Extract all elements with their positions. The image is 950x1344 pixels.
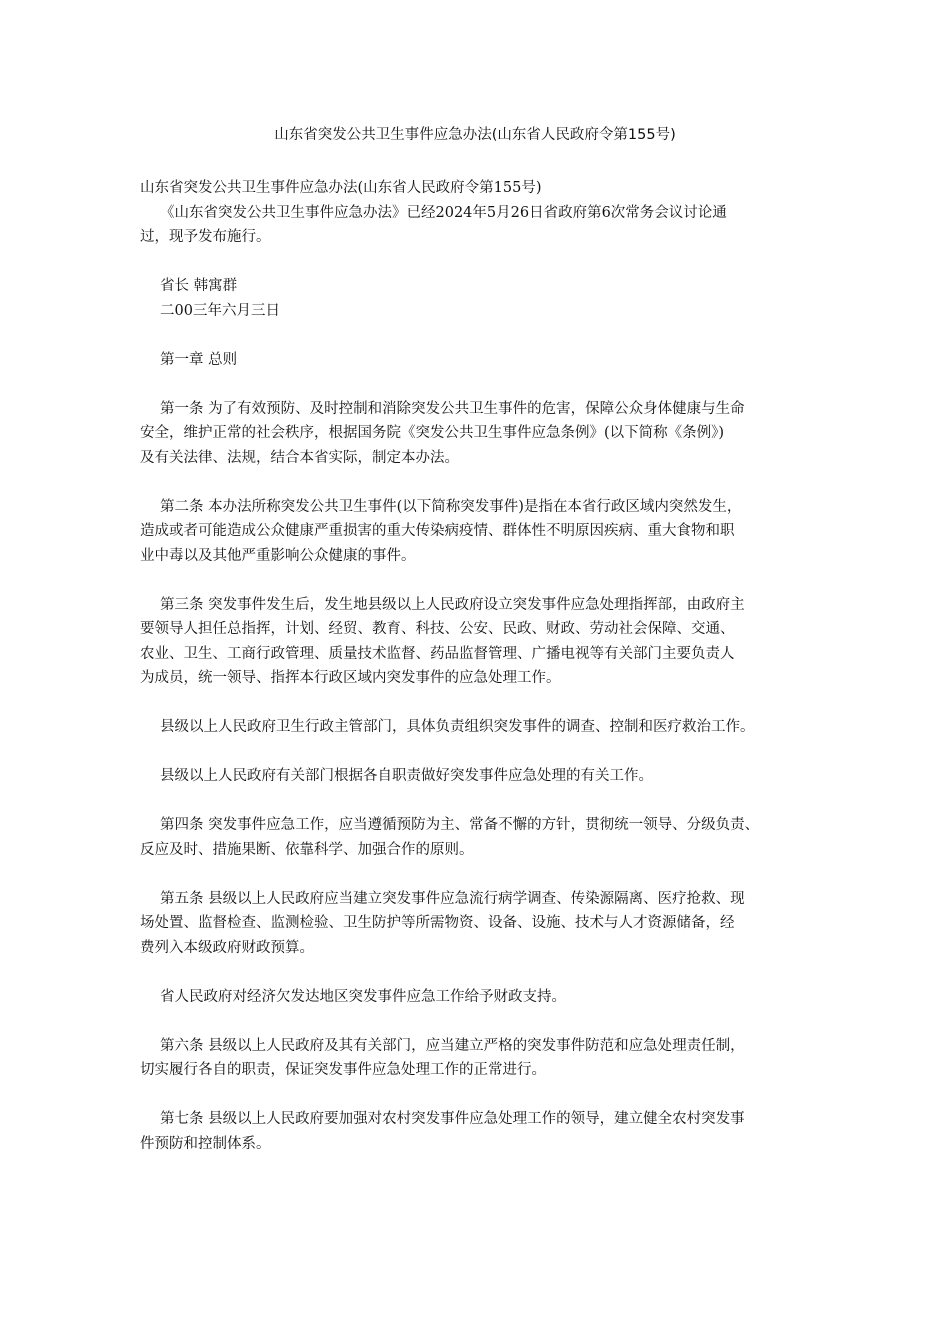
issue-date: 二00三年六月三日 [160, 302, 280, 319]
blank-line [140, 740, 820, 765]
signatory: 省长 韩寓群 [160, 278, 238, 294]
paragraph-line: 第五条 县级以上人民政府应当建立突发事件应急流行病学调查、传染源隔离、医疗抢救、现 [160, 890, 745, 907]
blank-line [140, 691, 820, 716]
paragraph-line: 县级以上人民政府有关部门根据各自职责做好突发事件应急处理的有关工作。 [160, 768, 653, 784]
paragraph-line: 要领导人担任总指挥，计划、经贸、教育、科技、公安、民政、财政、劳动社会保障、交通、 [140, 621, 735, 637]
paragraph-line: 造成或者可能造成公众健康严重损害的重大传染病疫情、群体性不明原因疾病、重大食物和职 [140, 523, 735, 539]
paragraph-line: 场处置、监督检查、监测检验、卫生防护等所需物资、设备、设施、技术与人才资源储备，经 [140, 915, 735, 931]
header-line: 山东省突发公共卫生事件应急办法(山东省人民政府令第155号) [140, 180, 542, 196]
paragraph-line: 安全，维护正常的社会秩序，根据国务院《突发公共卫生事件应急条例》(以下简称《条例》) [140, 425, 725, 441]
paragraph-line: 第七条 县级以上人民政府要加强对农村突发事件应急处理工作的领导，建立健全农村突发事 [160, 1111, 745, 1127]
paragraph-line: 第二条 本办法所称突发公共卫生事件(以下简称突发事件)是指在本省行政区域内突然发生， [160, 498, 742, 515]
paragraph-line: 农业、卫生、工商行政管理、质量技术监督、药品监督管理、广播电视等有关部门主要负责人 [140, 645, 735, 662]
blank-line [140, 568, 820, 593]
blank-line [140, 1083, 820, 1108]
blank-line [140, 789, 820, 814]
blank-line [140, 250, 820, 275]
paragraph-line: 切实履行各自的职责，保证突发事件应急处理工作的正常进行。 [140, 1062, 546, 1078]
blank-line [140, 1009, 820, 1034]
blank-line [140, 372, 820, 397]
paragraph-line: 及有关法律、法规，结合本省实际，制定本办法。 [140, 449, 459, 466]
blank-line [140, 323, 820, 348]
paragraph-line: 为成员，统一领导、指挥本行政区域内突发事件的应急处理工作。 [140, 670, 561, 686]
promulgation-line: 《山东省突发公共卫生事件应急办法》已经2024年5月26日省政府第6次常务会议讨论通 [160, 204, 727, 221]
paragraph-line: 反应及时、措施果断、依靠科学、加强合作的原则。 [140, 841, 474, 858]
paragraph-line: 县级以上人民政府卫生行政主管部门，具体负责组织突发事件的调查、控制和医疗救治工作。 [160, 719, 755, 735]
promulgation-line: 过，现予发布施行。 [140, 229, 271, 245]
paragraph-line: 第一条 为了有效预防、及时控制和消除突发公共卫生事件的危害，保障公众身体健康与生命 [160, 400, 745, 417]
blank-line [140, 960, 820, 985]
chapter-heading: 第一章 总则 [160, 351, 238, 368]
paragraph-line: 第六条 县级以上人民政府及其有关部门，应当建立严格的突发事件防范和应急处理责任制， [160, 1037, 745, 1054]
paragraph-line: 省人民政府对经济欠发达地区突发事件应急工作给予财政支持。 [160, 988, 566, 1005]
document-body [140, 176, 820, 1156]
blank-line [140, 470, 820, 495]
paragraph-line: 件预防和控制体系。 [140, 1135, 271, 1152]
paragraph-line: 费列入本级政府财政预算。 [140, 939, 314, 956]
document-title: 山东省突发公共卫生事件应急办法(山东省人民政府令第155号) [274, 127, 676, 143]
blank-line [140, 862, 820, 887]
paragraph-line: 第三条 突发事件发生后，发生地县级以上人民政府设立突发事件应急处理指挥部，由政府主 [160, 596, 745, 613]
paragraph-line: 业中毒以及其他严重影响公众健康的事件。 [140, 547, 416, 564]
paragraph-line: 第四条 突发事件应急工作，应当遵循预防为主、常备不懈的方针，贯彻统一领导、分级负责、 [160, 817, 760, 833]
